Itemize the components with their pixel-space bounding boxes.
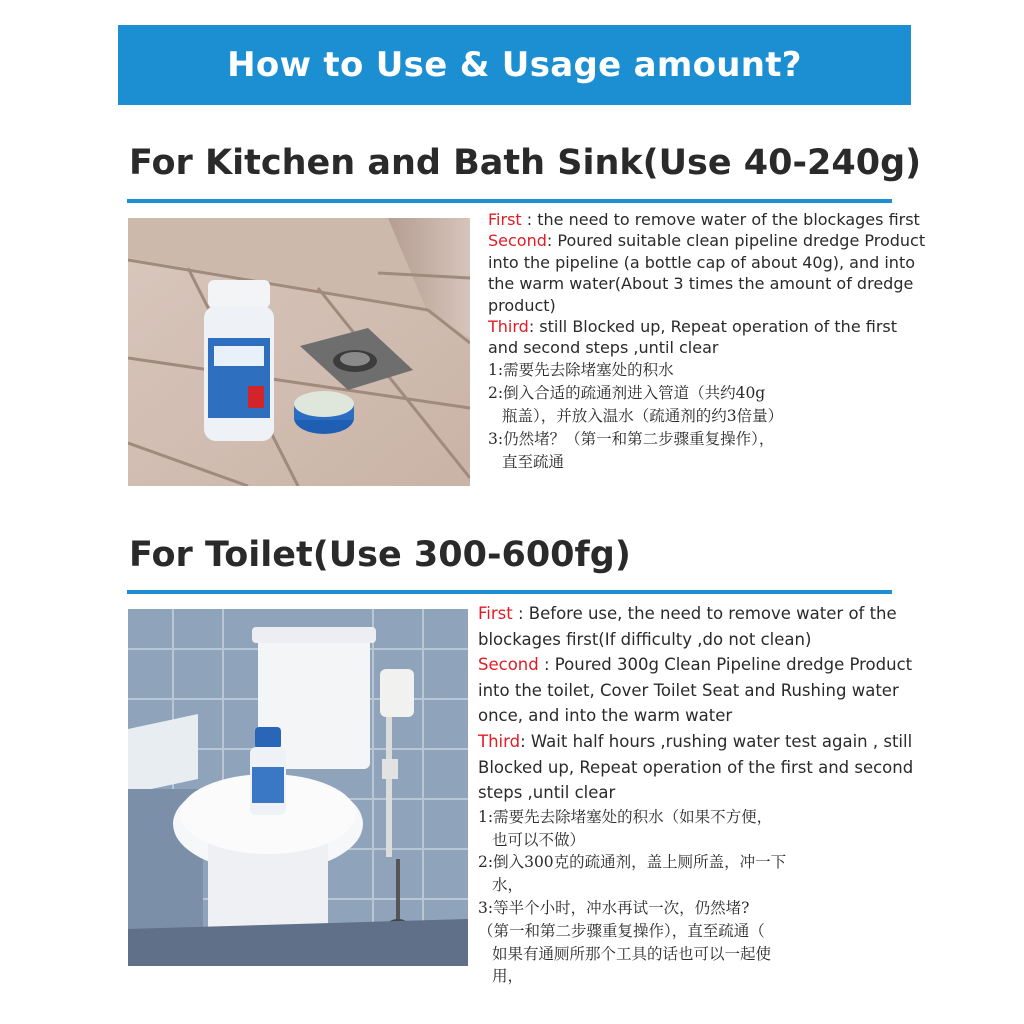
- sink-step-first: [488, 209, 928, 230]
- toilet-step-second: [478, 652, 923, 729]
- cn-line: 用，: [492, 967, 524, 986]
- toilet-photo: [128, 609, 468, 966]
- cn-line: 3:仍然堵？（第一和第二步骤重复操作），: [488, 429, 775, 448]
- sink-photo: [128, 218, 470, 486]
- step-label: First: [488, 210, 522, 229]
- toilet-heading: For Toilet(Use 300-600fg): [129, 535, 631, 575]
- sink-instructions: [488, 209, 928, 474]
- sink-steps-chinese: [488, 359, 928, 474]
- step-label: Third: [478, 731, 521, 751]
- cn-line: 也可以不做）: [492, 830, 586, 849]
- cn-line: 1:需要先去除堵塞处的积水: [488, 360, 674, 379]
- cn-line: 如果有通厕所那个工具的话也可以一起使: [492, 944, 772, 963]
- sink-heading: For Kitchen and Bath Sink(Use 40-240g): [129, 143, 922, 183]
- cn-line: 2:倒入合适的疏通剂进入管道（共约40g: [488, 383, 766, 402]
- step-text: : Poured 300g Clean Pipeline dredge Product into the toilet, Cover Toilet Seat and Rushing water once, and into the warm water: [478, 655, 913, 726]
- step-label: First: [478, 604, 513, 623]
- cn-line: 1:需要先去除堵塞处的积水（如果不方便，: [478, 807, 773, 826]
- sink-step-second: [488, 230, 928, 316]
- cn-line: 瓶盖），并放入温水（疏通剂的约3倍量）: [502, 406, 784, 425]
- cn-line: 水，: [492, 876, 524, 895]
- cn-line: （第一和第二步骤重复操作），直至疏通（: [478, 921, 765, 940]
- step-text: : Before use, the need to remove water of the blockages first(If difficulty ,do not clean): [478, 604, 897, 649]
- step-label: Third: [488, 317, 529, 337]
- toilet-instructions: [478, 601, 923, 988]
- toilet-divider: [127, 590, 892, 594]
- step-label: Second: [488, 231, 547, 251]
- toilet-steps-chinese: [478, 806, 923, 988]
- cn-line: 3:等半个小时，冲水再试一次，仍然堵?: [478, 898, 750, 917]
- cn-line: 直至疏通: [502, 452, 565, 471]
- sink-illustration: [128, 218, 470, 486]
- step-text: : the need to remove water of the blockages first: [521, 210, 920, 229]
- banner-title: How to Use & Usage amount?: [227, 45, 802, 85]
- sink-divider: [127, 199, 892, 203]
- toilet-step-third: [478, 729, 923, 806]
- step-text: : Poured suitable clean pipeline dredge Product into the pipeline (a bottle cap of about 40g), and into the warm water(About 3 times the amount of dredge product): [488, 231, 926, 315]
- toilet-illustration: [128, 609, 468, 966]
- title-banner: [118, 25, 911, 105]
- toilet-step-first: [478, 601, 923, 652]
- sink-step-third: [488, 316, 928, 359]
- step-text: : Wait half hours ,rushing water test again , still Blocked up, Repeat operation of the first and second steps ,until clear: [478, 731, 914, 803]
- step-label: Second: [478, 655, 539, 675]
- step-text: : still Blocked up, Repeat operation of the first and second steps ,until clear: [488, 317, 898, 358]
- cn-line: 2:倒入300克的疏通剂，盖上厕所盖，冲一下: [478, 853, 787, 872]
